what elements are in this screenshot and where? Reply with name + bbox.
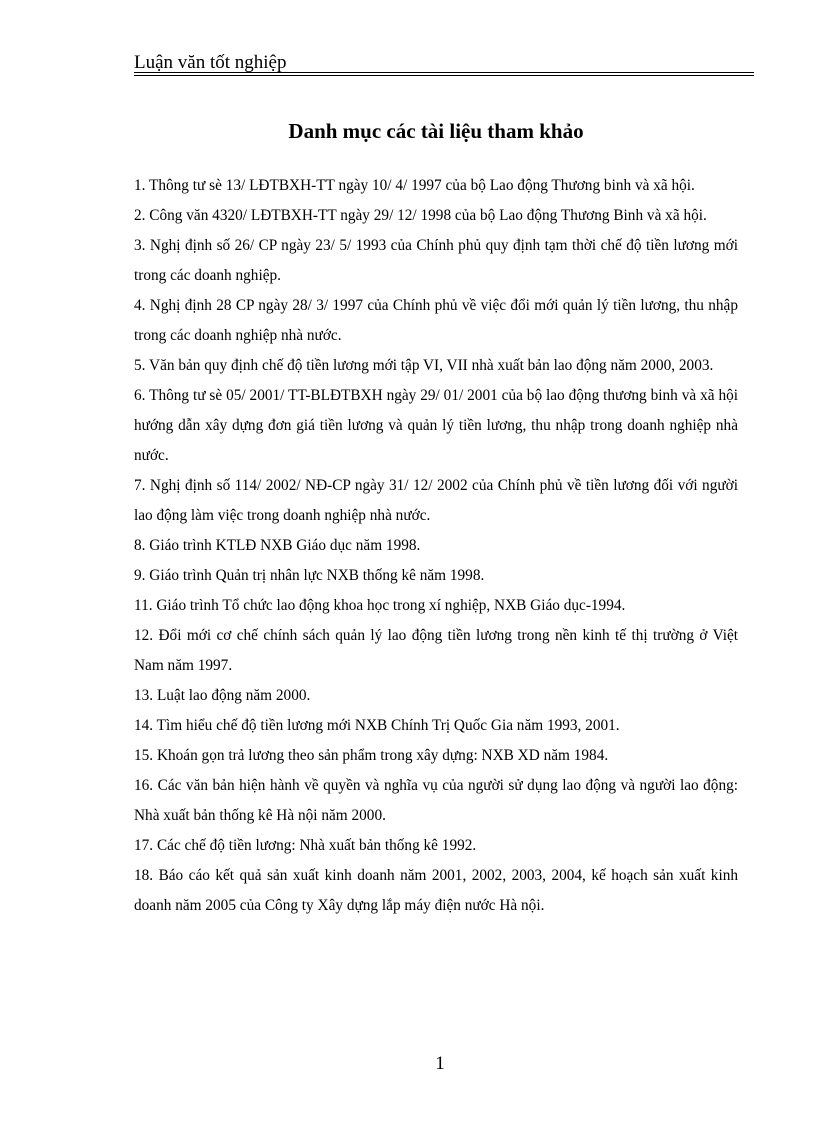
reference-item-5: 5. Văn bản quy định chế độ tiền lương mới tập VI, VII nhà xuất bản lao động năm 2000, 2003. [134, 357, 714, 374]
header-rule-bottom [134, 75, 754, 76]
reference-item-7: 7. Nghị định số 114/ 2002/ NĐ-CP ngày 31/ 12/ 2002 của Chính phủ về tiền lương đối với người lao động làm việc trong doanh nghiệp nhà nước. [134, 477, 738, 524]
reference-item-15: 15. Khoán gọn trả lương theo sản phẩm trong xây dựng: NXB XD năm 1984. [134, 747, 609, 764]
reference-item-14: 14. Tìm hiểu chế độ tiền lương mới NXB Chính Trị Quốc Gia năm 1993, 2001. [134, 717, 620, 734]
reference-item-1: 1. Thông tư sè 13/ LĐTBXH-TT ngày 10/ 4/ 1997 của bộ Lao động Thương binh và xã hội. [134, 177, 695, 194]
header-title: Luận văn tốt nghiệp [134, 52, 287, 73]
reference-item-12: 12. Đổi mới cơ chế chính sách quản lý lao động tiền lương trong nền kinh tế thị trường ở Việt Nam năm 1997. [134, 627, 738, 674]
page-number: 1 [435, 1053, 445, 1074]
running-header [134, 52, 754, 78]
header-rule-top [134, 72, 754, 73]
reference-list [134, 171, 738, 921]
reference-item-13: 13. Luật lao động năm 2000. [134, 687, 311, 704]
reference-item-18: 18. Báo cáo kết quả sản xuất kinh doanh năm 2001, 2002, 2003, 2004, kế hoạch sản xuất kinh doanh năm 2005 của Công ty Xây dựng lắp máy điện nước Hà nội. [134, 867, 738, 914]
reference-item-3: 3. Nghị định số 26/ CP ngày 23/ 5/ 1993 của Chính phủ quy định tạm thời chế độ tiền lương mới trong các doanh nghiệp. [134, 237, 738, 284]
reference-item-6: 6. Thông tư sè 05/ 2001/ TT-BLĐTBXH ngày 29/ 01/ 2001 của bộ lao động thương binh và xã hội hướng dẫn xây dựng đơn giá tiền lương và quản lý tiền lương, thu nhập trong doanh nghiệp nhà nước. [134, 387, 738, 464]
reference-item-11: 11. Giáo trình Tổ chức lao động khoa học trong xí nghiệp, NXB Giáo dục-1994. [134, 597, 626, 614]
reference-item-9: 9. Giáo trình Quản trị nhân lực NXB thống kê năm 1998. [134, 567, 485, 584]
reference-item-4: 4. Nghị định 28 CP ngày 28/ 3/ 1997 của Chính phủ về việc đổi mới quản lý tiền lương, thu nhập trong các doanh nghiệp nhà nước. [134, 297, 738, 344]
reference-item-2: 2. Công văn 4320/ LĐTBXH-TT ngày 29/ 12/ 1998 của bộ Lao động Thương Binh và xã hội. [134, 207, 707, 224]
reference-item-16: 16. Các văn bản hiện hành về quyền và nghĩa vụ của người sử dụng lao động và người lao động: Nhà xuất bản thống kê Hà nội năm 2000. [134, 777, 738, 824]
reference-item-17: 17. Các chế độ tiền lương: Nhà xuất bản thống kê 1992. [134, 837, 477, 854]
page-title: Danh mục các tài liệu tham khảo [288, 119, 584, 144]
reference-item-8: 8. Giáo trình KTLĐ NXB Giáo dục năm 1998. [134, 537, 421, 554]
